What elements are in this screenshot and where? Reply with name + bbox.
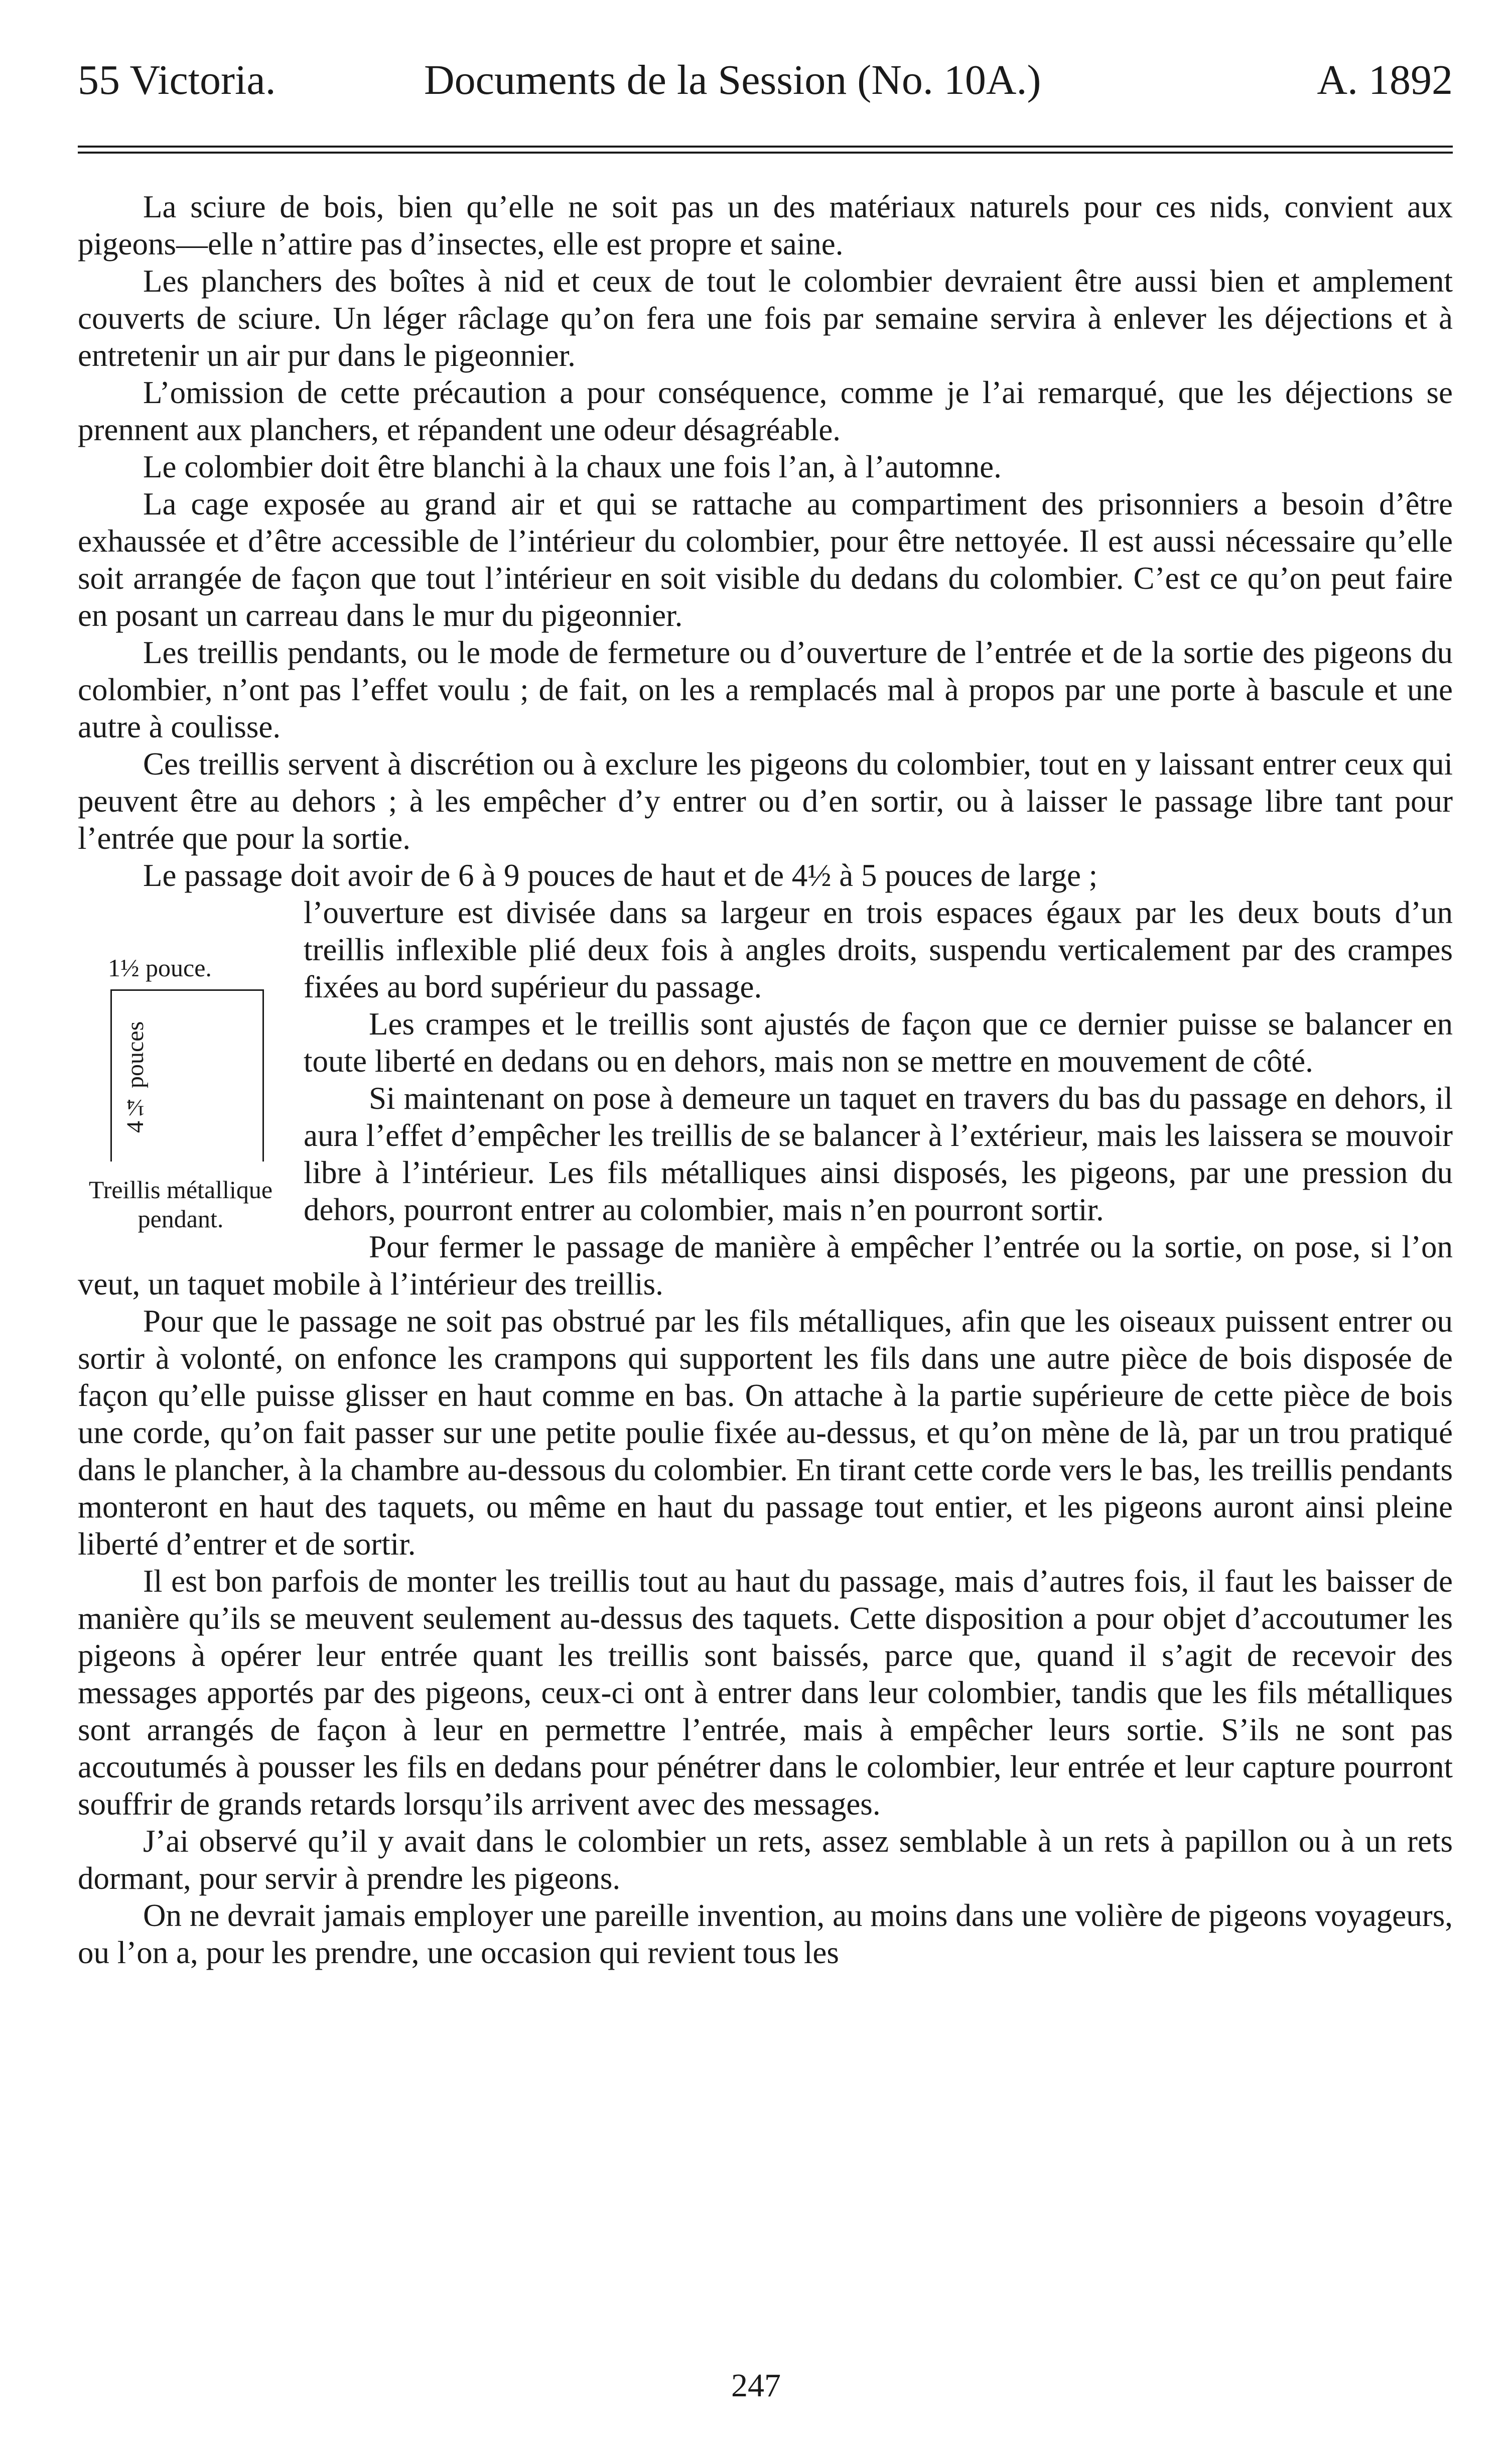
paragraph: La sciure de bois, bien qu’elle ne soit pas un des matériaux naturels pour ces nids, convient aux pigeons—elle n’attire pas d’insectes, elle est propre et saine.: [78, 189, 1453, 262]
paragraph: Le passage doit avoir de 6 à 9 pouces de haut et de 4½ à 5 pouces de large ;: [143, 858, 1098, 893]
paragraph: Il est bon parfois de monter les treillis tout au haut du passage, mais d’autres fois, il faut les baisser de manière qu’ils se meuvent seulement au-dessus des taquets. Cette disposition a pour objet d’accoutumer les pigeons à opérer leur entrée quant les treillis sont baissés, parce que, quand il s’agit de recevoir des messages apportés par des pigeons, ceux-ci ont à entrer dans leur colombier, tandis que les fils métalliques sont arrangés de façon à leur en permettre l’entrée, mais à empêcher leurs sortie. S’ils ne sont pas accoutumés à pousser les fils en dedans pour pénétrer dans le colombier, leur entrée et leur capture pourront souffrir de grands retards lorsqu’ils arrivent avec des messages.: [78, 1564, 1453, 1822]
paragraph: Pour fermer le passage de manière à empêcher l’entrée ou la sortie, on pose, si l’on veut, un taquet mobile à l’intérieur des treillis.: [78, 1229, 1453, 1302]
paragraph: L’omission de cette précaution a pour conséquence, comme je l’ai remarqué, que les déjections se prennent aux planchers, et répandent une odeur désagréable.: [78, 375, 1453, 447]
body-text: [78, 188, 1453, 1971]
paragraph: Le colombier doit être blanchi à la chaux une fois l’an, à l’automne.: [143, 449, 1002, 484]
page-number: 247: [731, 2367, 781, 2404]
paragraph: Les crampes et le treillis sont ajustés de façon que ce dernier puisse se balancer en toute liberté en dedans ou en dehors, mais non se mettre en mouvement de côté.: [304, 1006, 1453, 1079]
paragraph: Ces treillis servent à discrétion ou à exclure les pigeons du colombier, tout en y laissant entrer ceux qui peuvent être au dehors ; à les empêcher d’y entrer ou d’en sortir, ou à laisser le passage libre tant pour l’entrée que pour la sortie.: [78, 746, 1453, 856]
header-title: Documents de la Session (No. 10A.): [424, 57, 1041, 103]
paragraph: On ne devrait jamais employer une pareille invention, au moins dans une volière de pigeons voyageurs, ou l’on a, pour les prendre, une occasion qui revient tous les: [78, 1898, 1453, 1970]
header-year: A. 1892: [1317, 57, 1453, 103]
running-header: [78, 53, 1453, 108]
figure-height-label: 4¼ pouces: [122, 1021, 149, 1133]
header-rule-top: [78, 146, 1453, 148]
paragraph: Pour que le passage ne soit pas obstrué par les fils métalliques, afin que les oiseaux puissent entrer ou sortir à volonté, on enfonce les crampons qui supportent les fils dans une autre pièce de bois disposée de façon qu’elle puisse glisser en haut comme en bas. On attache à la partie supérieure de cette pièce de bois une corde, qu’on fait passer sur une petite poulie fixée au-dessus, et qu’on mène de là, par un trou pratiqué dans le plancher, à la chambre au-dessous du colombier. En tirant cette corde vers le bas, les treillis pendants monteront en haut des taquets, ou même en haut du passage tout entier, et les pigeons auront ainsi pleine liberté d’entrer et de sortir.: [78, 1304, 1453, 1562]
figure-width-label: 1½ pouce.: [108, 954, 212, 982]
paragraph: J’ai observé qu’il y avait dans le colombier un rets, assez semblable à un rets à papillon ou à un rets dormant, pour servir à prendre les pigeons.: [78, 1824, 1453, 1896]
paragraph: Les treillis pendants, ou le mode de fermeture ou d’ouverture de l’entrée et de la sortie des pigeons du colombier, n’ont pas l’effet voulu ; de fait, on les a remplacés mal à propos par une porte à bascule et une autre à coulisse.: [78, 635, 1453, 744]
header-rule-bottom: [78, 152, 1453, 154]
paragraph: Les planchers des boîtes à nid et ceux de tout le colombier devraient être aussi bien et amplement couverts de sciure. Un léger râclage qu’on fera une fois par semaine servira à enlever les déjections et à entretenir un air pur dans le pigeonnier.: [78, 264, 1453, 373]
paragraph: l’ouverture est divisée dans sa largeur en trois espaces égaux par les deux bouts d’un treillis inflexible plié deux fois à angles droits, suspendu verticalement par des crampes fixées au bord supérieur du passage.: [304, 895, 1453, 1004]
trellis-figure: [73, 949, 289, 1233]
paragraph: Si maintenant on pose à demeure un taquet en travers du bas du passage en dehors, il aura l’effet d’empêcher les treillis de se balancer à l’extérieur, mais les laissera se mouvoir libre à l’intérieur. Les fils métalliques ainsi disposés, les pigeons, par une pression du dehors, pourront entrer au colombier, mais n’en pourront sortir.: [304, 1081, 1453, 1227]
figure-caption: Treillis métallique pendant.: [88, 1176, 273, 1233]
paragraph: La cage exposée au grand air et qui se rattache au compartiment des prisonniers a besoin d’être exhaussée et d’être accessible de l’intérieur du colombier, pour être nettoyée. Il est aussi nécessaire qu’elle soit arrangée de façon que tout l’intérieur en soit visible du dedans du colombier. C’est ce qu’on peut faire en posant un carreau dans le mur du pigeonnier.: [78, 486, 1453, 633]
header-volume: 55 Victoria.: [78, 57, 276, 103]
